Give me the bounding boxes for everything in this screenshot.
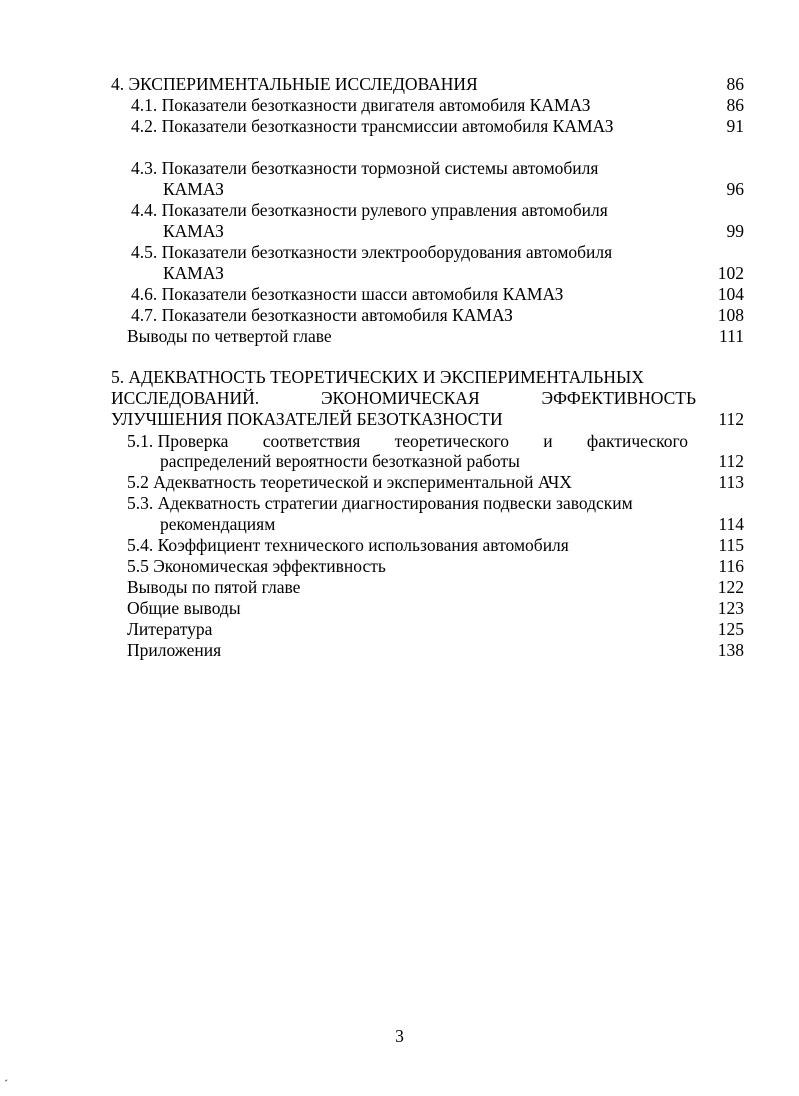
toc-section-4-5-page: 102 — [717, 263, 744, 283]
toc-section-4-3-page: 96 — [726, 179, 744, 199]
toc-section-5-2-title: 5.2 Адекватность теоретической и экспериментальной АЧХ — [127, 472, 572, 492]
toc-chapter-4-title: 4. ЭКСПЕРИМЕНТАЛЬНЫЕ ИССЛЕДОВАНИЯ — [111, 74, 478, 94]
toc-conclusions-4-title: Выводы по четвертой главе — [127, 326, 332, 346]
toc-section-5-5-page: 116 — [718, 556, 744, 576]
toc-section-5-5-title: 5.5 Экономическая эффективность — [127, 556, 386, 576]
toc-section-5-1-page: 112 — [718, 451, 744, 471]
toc-section-4-6-page: 104 — [717, 284, 744, 304]
toc-section-5-3-title-line2: рекомендациям — [160, 514, 276, 534]
toc-chapter-5-title-line2 — [111, 388, 696, 409]
toc-chapter-5-title-line3: УЛУЧШЕНИЯ ПОКАЗАТЕЛЕЙ БЕЗОТКАЗНОСТИ — [111, 409, 503, 429]
toc-section-4-5-title-line2: КАМАЗ — [163, 263, 224, 283]
toc-section-4-7-title: 4.7. Показатели безотказности автомобиля КАМАЗ — [131, 305, 513, 325]
toc-section-4-5-title-line1: 4.5. Показатели безотказности электрооборудования автомобиля — [131, 242, 613, 262]
toc-section-5-2-page: 113 — [718, 472, 744, 492]
toc-section-4-3-title-line1: 4.3. Показатели безотказности тормозной системы автомобиля — [131, 158, 599, 178]
toc-chapter-5-word: ИССЛЕДОВАНИЙ. — [111, 388, 260, 408]
scan-mark: ˊ — [4, 1077, 8, 1091]
toc-section-4-4-title-line1: 4.4. Показатели безотказности рулевого управления автомобиля — [131, 200, 608, 220]
toc-conclusions-5-title: Выводы по пятой главе — [127, 577, 301, 597]
toc-section-4-2-page: 91 — [726, 116, 744, 136]
toc-chapter-5-word: ЭФФЕКТИВНОСТЬ — [541, 388, 696, 408]
toc-section-5-1-word: 5.1. Проверка — [127, 431, 229, 451]
toc-conclusions-4-page: 111 — [719, 326, 744, 346]
toc-section-5-1-title-line2: распределений вероятности безотказной работы — [160, 451, 520, 471]
toc-literature-page: 125 — [717, 619, 744, 639]
toc-chapter-5-word: ЭКОНОМИЧЕСКАЯ — [321, 388, 480, 408]
toc-chapter-4-page: 86 — [726, 74, 744, 94]
toc-section-4-1-page: 86 — [726, 95, 744, 115]
toc-section-5-4-title: 5.4. Коэффициент технического использования автомобиля — [127, 535, 569, 555]
toc-appendices-title: Приложения — [127, 640, 222, 660]
toc-section-5-1-word: и — [543, 431, 553, 451]
toc-section-5-3-title-line1: 5.3. Адекватность стратегии диагностирования подвески заводским — [127, 493, 633, 513]
toc-section-4-7-page: 108 — [717, 305, 744, 325]
toc-section-4-6-title: 4.6. Показатели безотказности шасси автомобиля КАМАЗ — [131, 284, 564, 304]
toc-section-4-4-title-line2: КАМАЗ — [163, 221, 224, 241]
toc-general-conclusions-title: Общие выводы — [127, 598, 241, 618]
toc-literature-title: Литература — [127, 619, 213, 639]
toc-section-4-3-title-line2: КАМАЗ — [163, 179, 224, 199]
toc-section-4-1-title: 4.1. Показатели безотказности двигателя автомобиля КАМАЗ — [131, 95, 591, 115]
toc-section-4-4-page: 99 — [726, 221, 744, 241]
page-number: 3 — [395, 1026, 404, 1046]
toc-section-5-1-title-line1 — [127, 431, 688, 452]
toc-section-5-1-word: теоретического — [394, 431, 509, 451]
toc-chapter-5-page: 112 — [718, 409, 744, 429]
toc-section-4-2-title: 4.2. Показатели безотказности трансмиссии автомобиля КАМАЗ — [131, 116, 614, 136]
toc-chapter-5-title-line1: 5. АДЕКВАТНОСТЬ ТЕОРЕТИЧЕСКИХ И ЭКСПЕРИМЕНТАЛЬНЫХ — [111, 367, 644, 387]
toc-general-conclusions-page: 123 — [717, 598, 744, 618]
toc-appendices-page: 138 — [717, 640, 744, 660]
toc-conclusions-5-page: 122 — [717, 577, 744, 597]
toc-section-5-4-page: 115 — [718, 535, 744, 555]
toc-section-5-1-word: соответствия — [262, 431, 361, 451]
toc-section-5-3-page: 114 — [718, 514, 744, 534]
toc-section-5-1-word: фактического — [586, 431, 688, 451]
